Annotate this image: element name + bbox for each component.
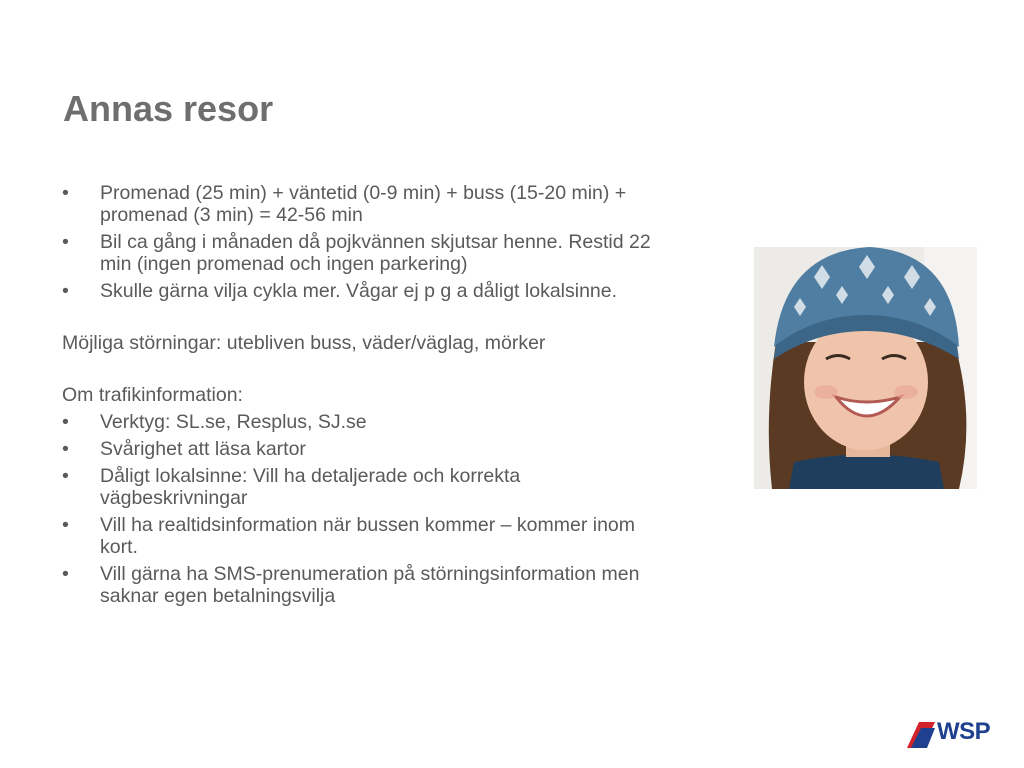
persona-photo xyxy=(754,247,977,489)
list-item xyxy=(62,563,672,607)
list-item xyxy=(62,438,672,460)
list-item-text: Vill gärna ha SMS-prenumeration på störningsinformation men saknar egen betalningsvilja xyxy=(100,563,640,607)
info-heading: Om trafikinformation: xyxy=(62,384,243,406)
bullet: • xyxy=(62,438,69,460)
list-item-text: Promenad (25 min) + väntetid (0-9 min) + buss (15-20 min) + promenad (3 min) = 42-56 min xyxy=(100,182,627,226)
bullet: • xyxy=(62,182,69,204)
wsp-logo xyxy=(905,716,1005,752)
bullet: • xyxy=(62,231,69,253)
list-item-text: Bil ca gång i månaden då pojkvännen skjutsar henne. Restid 22 min (ingen promenad och ingen parkering) xyxy=(100,231,651,275)
list-item-text: Verktyg: SL.se, Resplus, SJ.se xyxy=(100,411,367,433)
list-item xyxy=(62,465,672,509)
list-item-text: Dåligt lokalsinne: Vill ha detaljerade och korrekta vägbeskrivningar xyxy=(100,465,521,509)
bullet: • xyxy=(62,514,69,536)
trips-list xyxy=(62,182,672,302)
list-item-text: Vill ha realtidsinformation när bussen kommer – kommer inom kort. xyxy=(100,514,636,558)
list-item xyxy=(62,514,672,558)
bullet: • xyxy=(62,465,69,487)
list-item xyxy=(62,231,672,275)
list-item xyxy=(62,411,672,433)
list-item-text: Svårighet att läsa kartor xyxy=(100,438,306,460)
list-item xyxy=(62,280,672,302)
list-item-text: Skulle gärna vilja cykla mer. Vågar ej p g a dåligt lokalsinne. xyxy=(100,280,618,302)
slide-title: Annas resor xyxy=(63,88,274,129)
bullet: • xyxy=(62,563,69,585)
wsp-logo-mark-icon xyxy=(905,716,937,752)
slide-body xyxy=(62,182,672,612)
list-item xyxy=(62,182,672,226)
disturbances-text: Möjliga störningar: utebliven buss, väder/väglag, mörker xyxy=(62,332,546,354)
info-list xyxy=(62,411,672,607)
bullet: • xyxy=(62,280,69,302)
bullet: • xyxy=(62,411,69,433)
logo-text: WSP xyxy=(937,718,991,745)
